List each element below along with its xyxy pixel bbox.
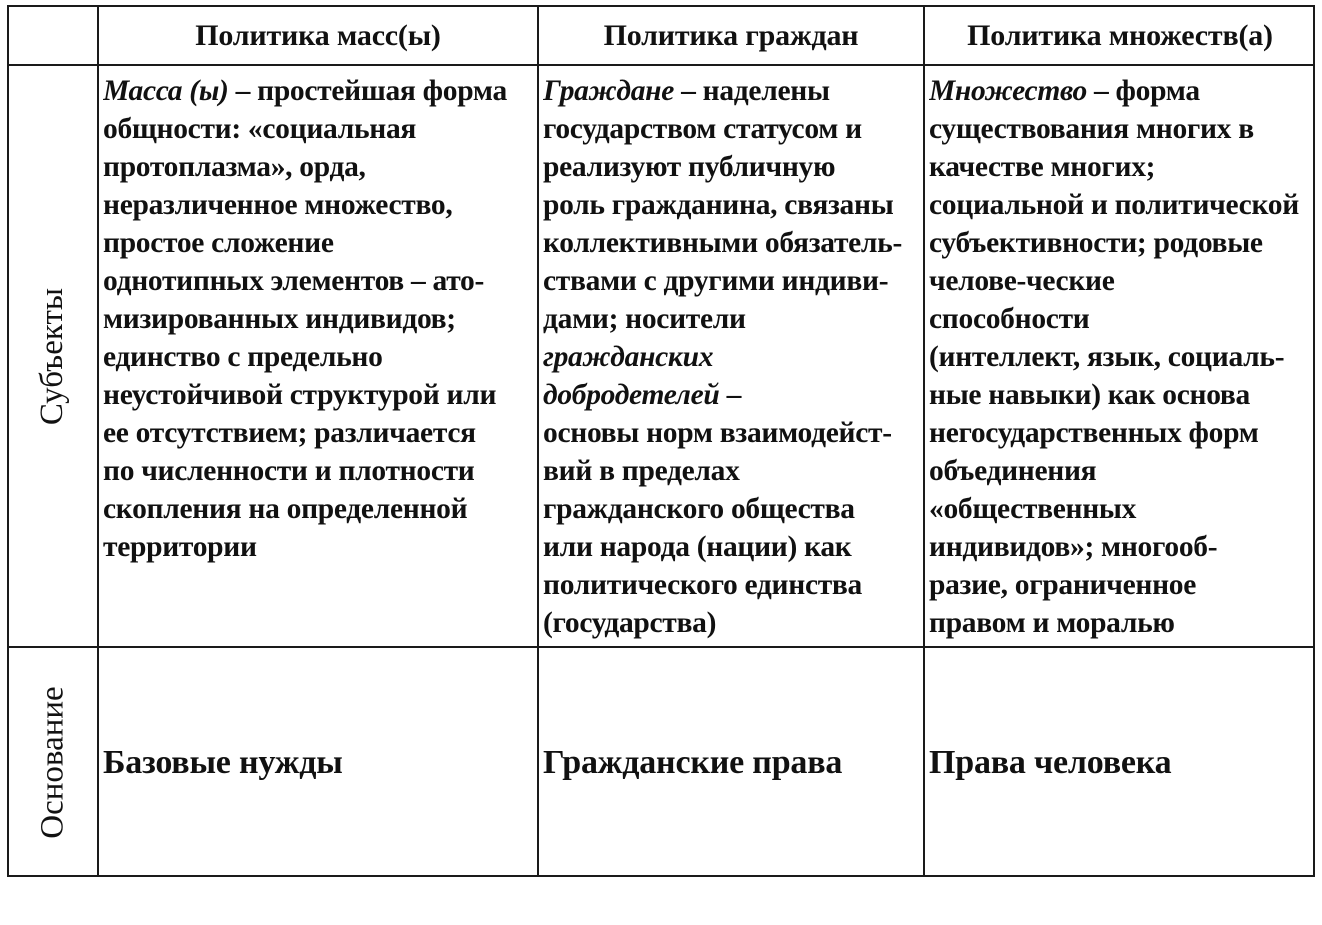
row-label-basis: Основание [34, 686, 71, 839]
header-masses-politics: Политика масс(ы) [195, 18, 441, 52]
row-label-basis-cell [9, 648, 97, 877]
term-civic-virtues-1: гражданских [543, 341, 714, 373]
column-divider [97, 7, 99, 875]
term-citizens: Граждане [543, 75, 675, 107]
header-citizens-politics: Политика граждан [603, 18, 859, 52]
cell-subjects-masses: Масса (ы) – простейшая форма общности: «социальная протоплазма», орда, неразличенное множество, простое сложение однотипных элементов – ато- мизированных индивидов; единство с предельно неустойчивой структурой или ее отсутствием; различается по численности и плотности скопления на определенной территории [103, 75, 507, 563]
row-label-subjects-cell [9, 66, 97, 646]
cell-basis-masses: Базовые нужды [103, 743, 343, 781]
cell-subjects-citizens: Граждане – наделены государством статусом и реализуют публичную роль гражданина, связаны коллективными обязатель- ствами с другими индиви- дами; носители гражданских добродетелей – основы норм взаимодейст- вий в пределах гражданского общества или народа (нации) как политического единства (государства) [543, 75, 903, 639]
column-divider [537, 7, 539, 875]
column-divider [923, 7, 925, 875]
term-civic-virtues-2: добродетелей [543, 379, 720, 411]
cell-subjects-multitude: Множество – форма существования многих в качестве многих; социальной и политической субъективности; родовые челове-ческие способности (интеллект, язык, социаль- ные навыки) как основа негосударственных форм объединения «общественных индивидов»; многооб- разие, ограниченное правом и моралью [929, 75, 1299, 639]
cell-basis-citizens: Гражданские права [543, 743, 843, 781]
cell-basis-multitude: Права человека [929, 743, 1172, 781]
header-multitude-politics: Политика множеств(а) [967, 18, 1273, 52]
term-multitude: Множество [929, 75, 1087, 107]
term-masses: Масса (ы) [103, 75, 229, 107]
row-label-subjects: Субъекты [34, 287, 71, 425]
comparison-table [7, 5, 1315, 877]
